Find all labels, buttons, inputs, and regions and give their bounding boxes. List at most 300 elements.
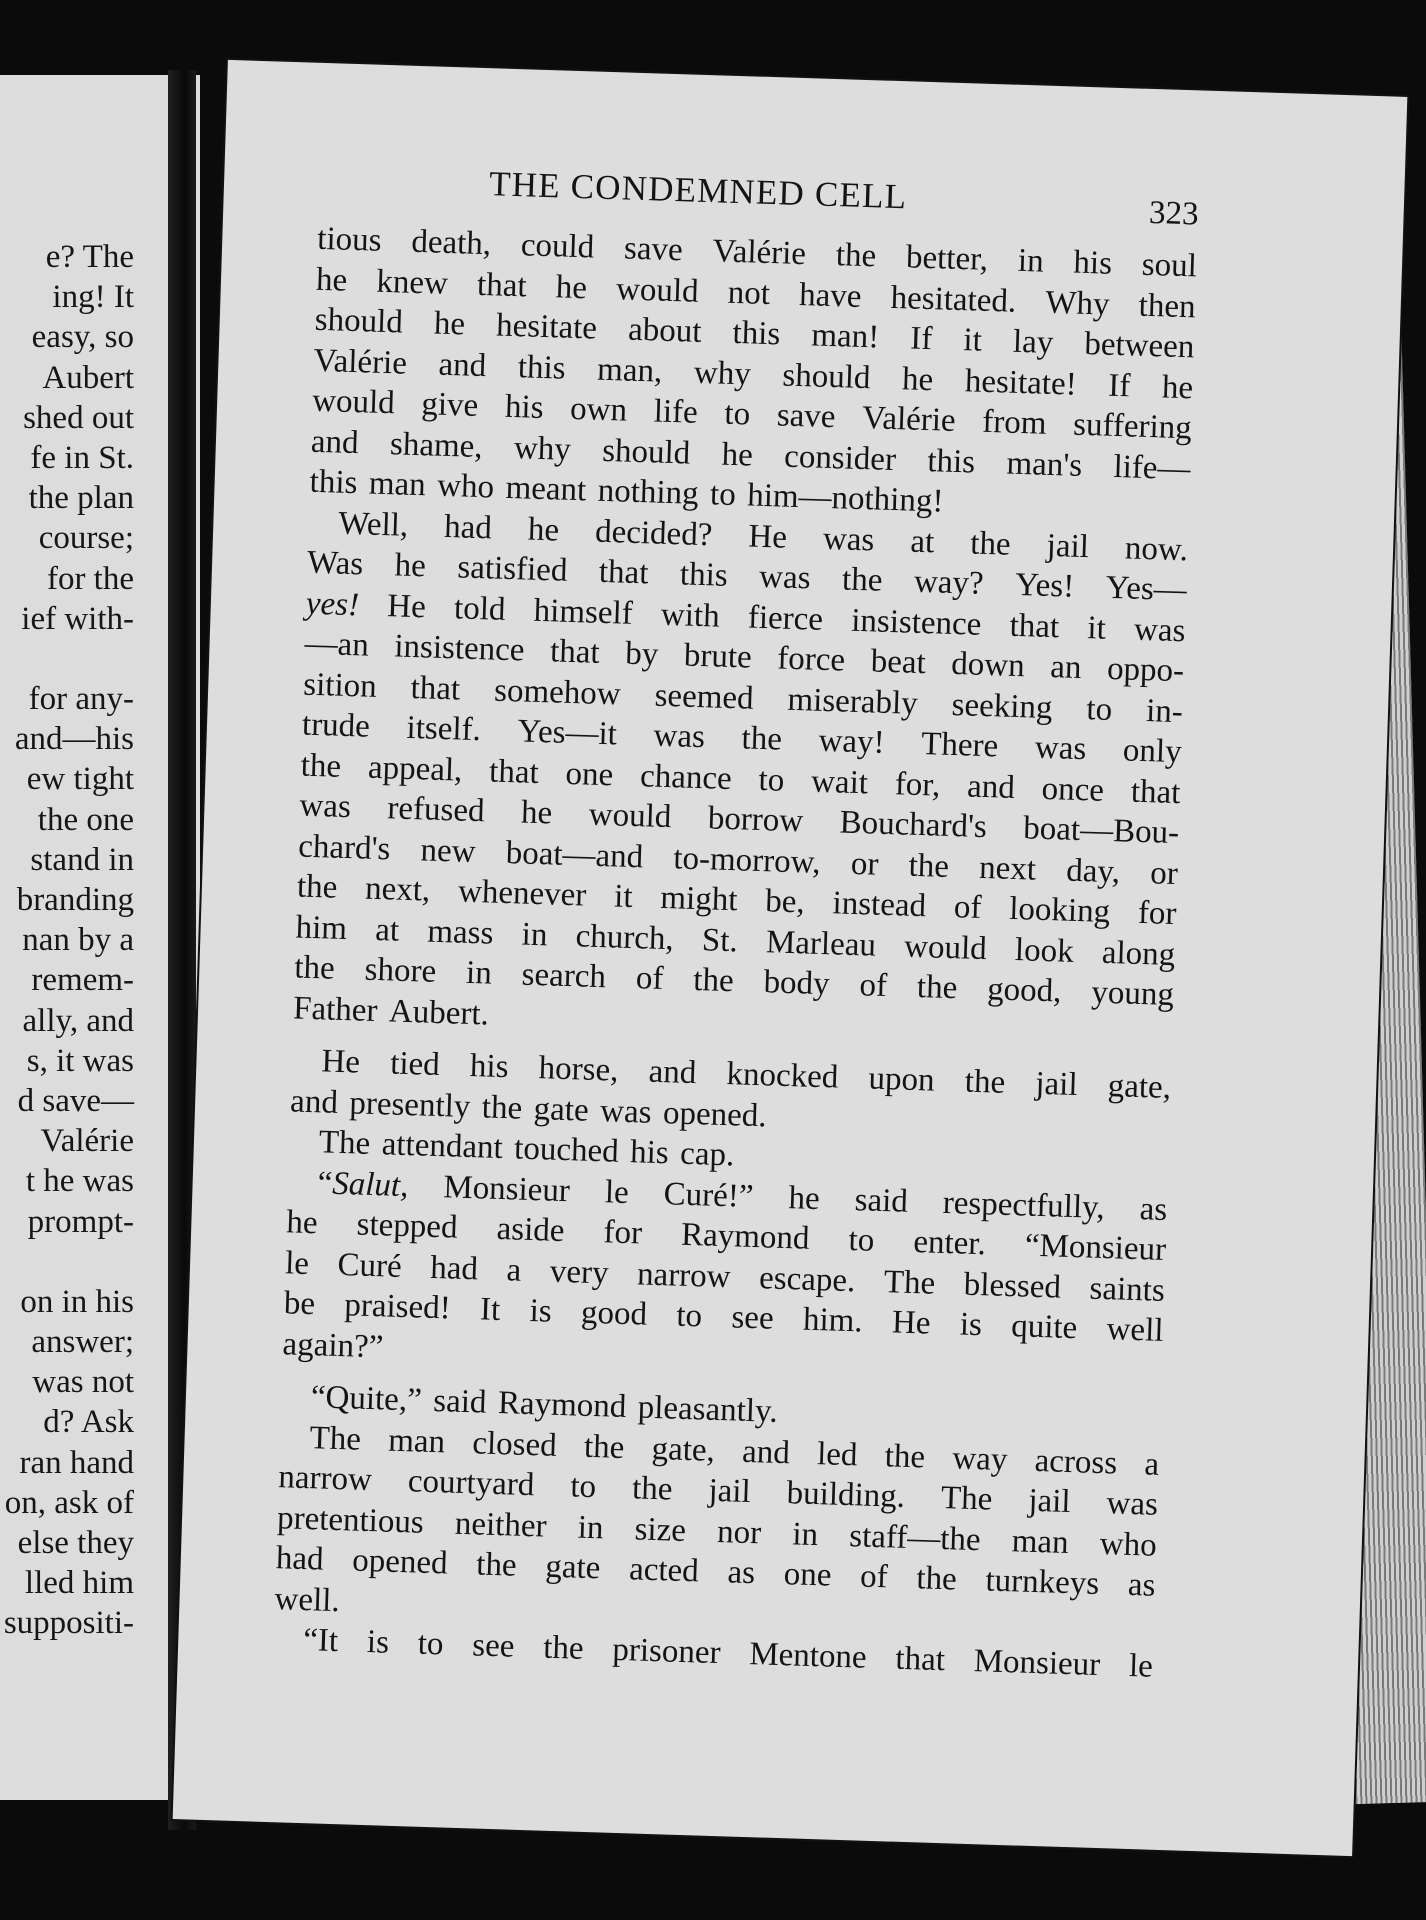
previous-page-line: suppositi- (3, 1605, 134, 1642)
word: at (909, 523, 935, 560)
word: The (940, 1480, 993, 1518)
word: body (763, 964, 831, 1003)
word: mass (426, 913, 494, 952)
word: to (758, 761, 785, 799)
word: suffering (1072, 406, 1193, 447)
word: to (675, 1297, 703, 1335)
word: nothing (597, 472, 700, 512)
word: that (1009, 607, 1060, 645)
word: He (386, 587, 427, 625)
word: is (959, 1306, 983, 1344)
word: attendant (381, 1126, 504, 1167)
word: in (521, 916, 548, 953)
word: the (631, 1470, 674, 1508)
word: miserably (787, 681, 919, 722)
word (305, 583, 359, 625)
word: be (283, 1285, 316, 1323)
word: man, (596, 351, 663, 390)
previous-page-line: Valérie (40, 1123, 134, 1160)
word: beat (870, 643, 927, 682)
word: his (469, 1048, 510, 1086)
word: a (506, 1251, 522, 1289)
word: good, (986, 971, 1063, 1010)
word: this (732, 314, 781, 353)
word: and (289, 1082, 339, 1121)
word: life— (1112, 448, 1192, 487)
word: to (709, 476, 737, 514)
previous-page-line: prompt- (27, 1203, 134, 1240)
word: size (634, 1510, 687, 1549)
previous-page-line: e? The (45, 239, 134, 275)
word: If (909, 320, 933, 358)
word: jail (1027, 1482, 1072, 1521)
previous-page-line: fe in St. (30, 439, 134, 476)
word: for (603, 1214, 643, 1252)
word: the (293, 949, 336, 987)
page-number: 323 (1148, 194, 1200, 233)
word: itself. (406, 709, 482, 749)
word: staff—the (848, 1517, 982, 1558)
word: as (1127, 1566, 1156, 1604)
word: of (635, 960, 664, 998)
word: along (1101, 934, 1176, 973)
word: stepped (356, 1206, 459, 1246)
word: opened (351, 1542, 449, 1582)
word: wait (810, 763, 869, 801)
word: very (549, 1253, 610, 1291)
word: would (311, 382, 396, 422)
word: knocked (726, 1056, 839, 1096)
word: “Salut, (317, 1164, 409, 1204)
word: him—nothing! (746, 477, 944, 520)
word: and (741, 1433, 791, 1471)
word: jail (707, 1472, 752, 1511)
word: escape. (758, 1259, 856, 1299)
word: to (569, 1468, 597, 1506)
word: pretentious (276, 1499, 425, 1541)
word: his (629, 1134, 670, 1172)
body-text (273, 219, 1198, 1687)
word: next, (364, 870, 431, 909)
word: narrow (636, 1255, 732, 1295)
word: meant (505, 469, 587, 509)
word: about (627, 311, 703, 350)
previous-page-line: ran hand (19, 1444, 134, 1481)
word: why (693, 354, 752, 392)
word: the (475, 1546, 518, 1584)
word: decided? (594, 513, 713, 553)
word: seeking (951, 686, 1054, 726)
word: it (1086, 609, 1107, 647)
word: brute (683, 637, 753, 676)
word: for, (894, 765, 941, 804)
word: could (520, 227, 595, 266)
word: Yes—it (516, 713, 618, 753)
word: touched (513, 1130, 620, 1170)
word: Raymond (680, 1216, 811, 1257)
word: in (465, 954, 493, 992)
word: Monsieur (442, 1168, 571, 1209)
word: would (588, 796, 672, 836)
word: lay (1012, 323, 1054, 361)
word: Curé!” (663, 1175, 755, 1215)
word: then (1138, 287, 1197, 325)
word: look (1014, 931, 1075, 970)
word: said (854, 1181, 909, 1220)
word: down (950, 645, 1026, 685)
word: his (1072, 244, 1113, 282)
word: cap. (679, 1135, 735, 1174)
word: had (443, 508, 493, 546)
word: he (433, 305, 466, 343)
word: the (542, 1629, 585, 1667)
word: man! (810, 317, 880, 356)
word: in (791, 1515, 819, 1553)
word: hesitate! (964, 362, 1078, 403)
previous-page-line: on, ask of (4, 1484, 134, 1521)
previous-page-line: Aubert (42, 359, 134, 396)
word: good (580, 1294, 648, 1333)
word: tied (389, 1045, 441, 1084)
word: quite (1010, 1308, 1078, 1347)
word: he (787, 1179, 821, 1217)
word: the (835, 237, 877, 275)
word: man's (1005, 445, 1083, 484)
word: who (1099, 1525, 1158, 1564)
word: le (604, 1173, 630, 1211)
word: in- (1145, 692, 1184, 730)
word: refused (386, 790, 486, 830)
word: whenever (457, 873, 587, 914)
word: why (513, 429, 572, 468)
word: told (453, 589, 507, 628)
word: The (309, 1419, 362, 1458)
word: Valérie (861, 400, 957, 439)
word: his (504, 388, 545, 426)
italic-word: Salut, (331, 1165, 409, 1204)
word: Mentone (748, 1636, 868, 1676)
word: satisfied (456, 549, 568, 589)
word: by (624, 635, 659, 673)
word: search (521, 956, 607, 996)
word: he (315, 261, 348, 299)
word: Valérie (712, 233, 807, 273)
previous-page-line: the plan (28, 480, 134, 517)
word: the (692, 961, 735, 1000)
word: “It (302, 1622, 339, 1660)
word: as (726, 1554, 756, 1592)
word: praised! (343, 1287, 452, 1327)
word: see (730, 1299, 775, 1337)
word: There (920, 726, 999, 765)
word: again?” (282, 1325, 384, 1365)
word: Yes— (1105, 569, 1188, 609)
previous-page-line: d? Ask (43, 1404, 134, 1441)
word: now. (1124, 529, 1189, 568)
word: it (613, 878, 634, 916)
word: he (555, 268, 588, 306)
word: that (476, 266, 528, 304)
word: boat—Bou- (1022, 810, 1180, 852)
previous-page-line: stand in (30, 841, 134, 878)
word: respectfully, (942, 1184, 1106, 1226)
word: life (653, 393, 699, 431)
word: Valérie (312, 342, 408, 382)
word: and (310, 423, 360, 461)
word: at (374, 911, 400, 949)
word: of (859, 1558, 889, 1596)
word: neither (454, 1505, 548, 1545)
word: that (1130, 773, 1181, 811)
word: Raymond (497, 1385, 627, 1426)
word: the (908, 847, 950, 885)
word: death, (410, 223, 492, 263)
word: sition (302, 666, 378, 705)
previous-page-line: nan by a (22, 922, 134, 959)
word: turnkeys (984, 1562, 1100, 1603)
word: is (529, 1293, 553, 1330)
previous-page-line: branding (16, 882, 134, 918)
word: save (623, 230, 684, 269)
word: to (723, 395, 751, 433)
word: would (615, 270, 700, 310)
word: would (903, 928, 988, 967)
word: to (1085, 690, 1113, 728)
word: narrow (277, 1459, 373, 1499)
word: jail (1034, 1065, 1079, 1104)
word: borrow (707, 800, 804, 840)
word: —an (304, 625, 370, 664)
word: him. (802, 1301, 864, 1340)
word: own (569, 390, 628, 429)
word: he (1161, 368, 1194, 406)
word: give (420, 386, 479, 424)
word: he (721, 436, 754, 474)
word: that (549, 633, 601, 671)
word: was (653, 717, 706, 756)
previous-page-line: d save— (17, 1082, 134, 1119)
previous-page-line: shed out (23, 399, 134, 436)
word: prisoner (611, 1631, 722, 1672)
word: only (1122, 732, 1183, 771)
word: He (891, 1304, 932, 1342)
word: that (598, 553, 649, 592)
word: across (1034, 1442, 1118, 1482)
previous-page-line: course; (38, 520, 134, 557)
word: better, (905, 239, 989, 278)
word: trude (301, 706, 371, 745)
word: should (314, 301, 404, 341)
word: from (981, 403, 1048, 442)
word: jail (1046, 527, 1090, 565)
word: a (1143, 1445, 1160, 1483)
word: that (894, 1640, 946, 1679)
word: was (1133, 611, 1187, 649)
word: not (727, 274, 771, 312)
word: gate (533, 1090, 590, 1129)
word: for (1137, 894, 1178, 933)
previous-page-line: was not (32, 1364, 134, 1401)
word: way (951, 1439, 1008, 1478)
word: or (850, 845, 879, 883)
word: man (368, 465, 427, 504)
word: Yes! (1014, 566, 1075, 605)
word: had (275, 1540, 325, 1578)
word: Father (292, 989, 379, 1029)
word: him (295, 908, 348, 947)
word: that (488, 752, 540, 791)
word: horse, (538, 1050, 620, 1089)
word: Marleau (765, 923, 877, 964)
previous-page-line: for the (46, 560, 134, 597)
word: nor (716, 1513, 762, 1551)
previous-page-line: ew tight (26, 761, 134, 798)
word: this (926, 442, 976, 481)
word: pleasantly. (637, 1389, 779, 1430)
word: in (1017, 242, 1045, 280)
word: see (471, 1627, 516, 1665)
word: Well, (337, 505, 409, 544)
word: the (915, 1560, 958, 1598)
previous-page-line: s, it was (26, 1042, 134, 1079)
word: might (659, 879, 739, 919)
word: knew (375, 263, 449, 302)
word: was (298, 787, 352, 826)
word: saints (1089, 1270, 1166, 1309)
word: The (883, 1263, 936, 1302)
word: the (841, 561, 883, 599)
word: aside (496, 1210, 566, 1250)
word: led (816, 1435, 859, 1473)
word: The (318, 1124, 371, 1162)
word: He (320, 1043, 361, 1081)
previous-page-line (4, 639, 134, 679)
word: the (916, 969, 958, 1007)
word: insistence (850, 602, 982, 643)
previous-page-line: ief with- (21, 600, 134, 637)
word: the (969, 524, 1012, 563)
word: church, (575, 917, 675, 957)
word: was (822, 520, 875, 558)
word: was (758, 558, 812, 597)
word: this (309, 463, 358, 502)
previous-page-line: the one (37, 801, 134, 838)
word: and (438, 346, 487, 384)
word: Why (1044, 284, 1111, 323)
previous-page-line: ally, and (22, 1002, 134, 1039)
previous-page-line: remem- (31, 962, 134, 999)
word: looking (1008, 890, 1111, 931)
word: the (481, 1088, 523, 1127)
word: and (966, 767, 1016, 806)
word: “Monsieur (1024, 1227, 1167, 1268)
previous-page-line (4, 1242, 134, 1282)
word: force (776, 640, 846, 679)
word: day, (1065, 852, 1121, 890)
previous-page-line: easy, so (31, 319, 134, 356)
word: He (747, 517, 788, 556)
italic-word: yes! (305, 585, 360, 623)
word: next (978, 849, 1037, 888)
word: chard's (297, 828, 391, 867)
word: the (583, 1428, 625, 1466)
previous-page-text (4, 237, 134, 1644)
word: well (1106, 1311, 1165, 1349)
word: be, (764, 883, 806, 921)
previous-page-line: and—his (14, 721, 134, 758)
word: blessed (963, 1266, 1062, 1306)
word: this (679, 556, 729, 594)
word: instead (832, 885, 927, 925)
word: It (479, 1291, 501, 1329)
word: “Quite,” (310, 1379, 423, 1419)
word: hesitate (495, 307, 598, 347)
word: should (781, 356, 872, 396)
word: he (527, 511, 560, 549)
chapter-title: THE CONDEMNED CELL (488, 164, 908, 217)
word: and (648, 1053, 697, 1092)
word: an (1049, 649, 1083, 687)
word: he (285, 1204, 319, 1242)
word: enter. (912, 1224, 987, 1263)
word: Bouchard's (839, 804, 988, 846)
word: he (520, 794, 553, 832)
page-body (273, 159, 1200, 1687)
word: it (962, 322, 983, 359)
word: appeal, (367, 749, 463, 789)
word: have (798, 276, 863, 315)
word: seemed (654, 677, 755, 717)
word: consider (783, 438, 897, 478)
word: closed (471, 1424, 558, 1464)
word: St. (701, 921, 739, 959)
word: insistence (393, 628, 526, 669)
word: gate (544, 1548, 601, 1587)
word: was (1106, 1485, 1159, 1523)
word: chance (639, 757, 733, 797)
word: shame, (389, 425, 484, 465)
word: the (296, 868, 338, 906)
previous-page-line: lled him (24, 1565, 134, 1602)
word: the (884, 1437, 926, 1475)
word: gate, (651, 1430, 716, 1469)
word: soul (1141, 246, 1198, 285)
previous-page-line: ing! It (52, 279, 134, 316)
word: presently (348, 1084, 471, 1125)
word: le (1128, 1648, 1154, 1685)
previous-page-line: t he was (25, 1163, 134, 1200)
word: was (1034, 729, 1087, 768)
word: If (1107, 367, 1131, 404)
word: with (660, 596, 721, 635)
previous-page-line: else they (17, 1525, 134, 1561)
word: Monsieur (973, 1643, 1101, 1684)
word: himself (533, 592, 634, 632)
word: boat—and (505, 834, 644, 875)
word: is (366, 1624, 390, 1661)
word: said (432, 1383, 488, 1421)
word: the (964, 1063, 1006, 1101)
word: shore (364, 951, 437, 990)
word: between (1083, 325, 1195, 366)
word: new (420, 831, 477, 870)
word: the (741, 720, 783, 758)
word: who (436, 467, 495, 506)
word: save (776, 397, 837, 436)
word: hesitated. (890, 279, 1017, 320)
word: tious (316, 220, 383, 259)
word: gate, (1107, 1068, 1172, 1107)
